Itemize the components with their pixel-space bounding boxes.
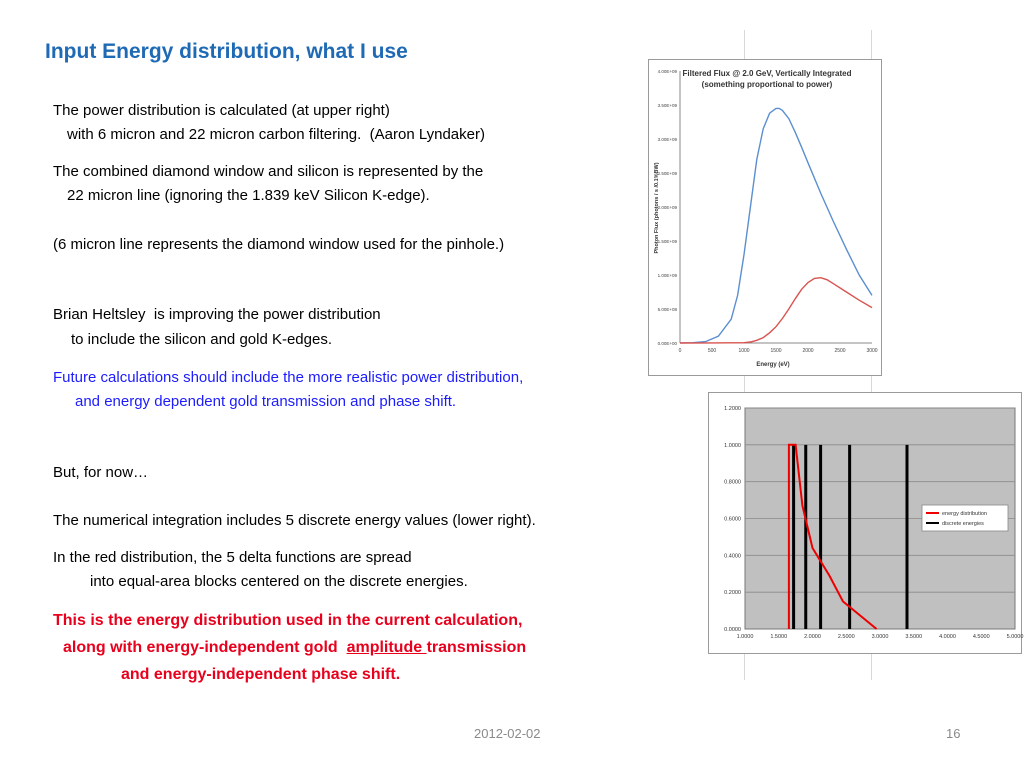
energy-chart-x-tick-label: 1.5000 xyxy=(770,634,788,640)
text-power-line2: with 6 micron and 22 micron carbon filtering. (Aaron Lyndaker) xyxy=(67,126,485,143)
energy-chart-x-tick-label: 3.0000 xyxy=(871,634,889,640)
flux-chart-y-tick-label: 2.50E+09 xyxy=(657,171,677,176)
flux-chart-y-tick-label: 0.00E+00 xyxy=(657,341,677,346)
energy-chart-legend xyxy=(922,505,1008,531)
flux-chart-subtitle: (something proportional to power) xyxy=(701,80,833,89)
text-red-dist-line2: into equal-area blocks centered on the discrete energies. xyxy=(90,573,468,590)
energy-distribution-chart xyxy=(708,392,1022,654)
text-current-line2 xyxy=(63,638,526,658)
text-pinhole: (6 micron line represents the diamond window used for the pinhole.) xyxy=(53,236,505,253)
flux-chart-title: Filtered Flux @ 2.0 GeV, Vertically Integrated xyxy=(682,69,852,78)
energy-chart-x-tick-label: 2.5000 xyxy=(837,634,855,640)
flux-chart-y-tick-label: 1.00E+09 xyxy=(657,273,677,278)
text-current-line2-pre: along with energy-independent gold xyxy=(63,639,347,656)
flux-chart-svg xyxy=(649,60,881,375)
text-numerical: The numerical integration includes 5 discrete energy values (lower right). xyxy=(53,512,536,529)
flux-chart-x-tick-label: 0 xyxy=(678,348,682,354)
energy-chart-x-tick-label: 4.5000 xyxy=(972,634,990,640)
flux-chart xyxy=(648,59,882,376)
energy-chart-x-tick-label: 3.5000 xyxy=(905,634,923,640)
flux-chart-x-tick-label: 3000 xyxy=(866,348,878,354)
flux-chart-y-tick-label: 1.50E+09 xyxy=(657,239,677,244)
footer-page-number: 16 xyxy=(946,726,961,741)
flux-chart-x-tick-label: 1500 xyxy=(770,348,782,354)
energy-chart-y-tick-label: 0.0000 xyxy=(724,627,741,633)
flux-chart-y-tick-label: 3.00E+09 xyxy=(657,137,677,142)
text-future-line2: and energy dependent gold transmission and phase shift. xyxy=(75,393,457,410)
legend-label-discrete-energies: discrete energies xyxy=(942,521,984,527)
energy-chart-x-tick-label: 5.0000 xyxy=(1006,634,1024,640)
text-red-dist-line1: In the red distribution, the 5 delta functions are spread xyxy=(53,549,412,566)
slide-title: Input Energy distribution, what I use xyxy=(45,40,408,63)
flux-chart-x-tick-label: 2500 xyxy=(834,348,846,354)
flux-chart-x-tick-label: 2000 xyxy=(802,348,814,354)
flux-series-22-micron xyxy=(680,278,872,343)
energy-chart-y-tick-label: 1.2000 xyxy=(724,406,741,412)
energy-chart-y-tick-label: 0.6000 xyxy=(724,516,741,523)
footer-date: 2012-02-02 xyxy=(474,726,541,741)
energy-chart-y-tick-label: 0.4000 xyxy=(724,553,741,560)
flux-chart-x-tick-label: 500 xyxy=(707,348,717,354)
flux-chart-x-label: Energy (eV) xyxy=(756,362,790,368)
text-current-line1: This is the energy distribution used in the current calculation, xyxy=(53,612,523,629)
text-power-line1: The power distribution is calculated (at upper right) xyxy=(53,102,390,119)
energy-chart-y-tick-label: 1.0000 xyxy=(724,442,741,449)
text-diamond-line1: The combined diamond window and silicon is represented by the xyxy=(53,163,484,180)
energy-chart-x-tick-label: 2.0000 xyxy=(804,634,821,640)
energy-chart-x-tick-label: 4.0000 xyxy=(939,634,956,640)
text-current-line3: and energy-independent phase shift. xyxy=(121,666,401,683)
flux-series-6-micron xyxy=(680,108,872,343)
flux-chart-y-tick-label: 3.50E+09 xyxy=(657,103,677,108)
text-heltsley-line2: to include the silicon and gold K-edges. xyxy=(71,331,333,348)
energy-chart-y-tick-label: 0.8000 xyxy=(724,479,741,486)
flux-chart-x-tick-label: 1000 xyxy=(738,348,750,354)
flux-chart-y-tick-label: 5.00E+08 xyxy=(657,307,677,312)
flux-chart-y-tick-label: 4.00E+09 xyxy=(657,69,677,74)
flux-chart-y-label: Photon Flux (photons / s /0.1%BW) xyxy=(654,162,660,254)
legend-label-energy-distribution: energy distribution xyxy=(942,511,987,517)
flux-chart-y-tick-label: 2.00E+09 xyxy=(657,205,677,210)
energy-distribution-chart-svg xyxy=(709,393,1024,653)
text-for-now: But, for now… xyxy=(53,464,149,481)
text-heltsley-line1: Brian Heltsley is improving the power distribution xyxy=(53,306,381,323)
text-current-line2-post: transmission xyxy=(426,639,527,656)
energy-chart-x-tick-label: 1.0000 xyxy=(736,634,754,640)
text-amplitude-underlined: amplitude xyxy=(346,639,427,656)
text-future-line1: Future calculations should include the more realistic power distribution, xyxy=(53,369,524,386)
text-diamond-line2: 22 micron line (ignoring the 1.839 keV Silicon K-edge). xyxy=(67,187,430,204)
energy-chart-legend-box xyxy=(922,505,1008,531)
energy-chart-y-tick-label: 0.2000 xyxy=(724,590,741,597)
